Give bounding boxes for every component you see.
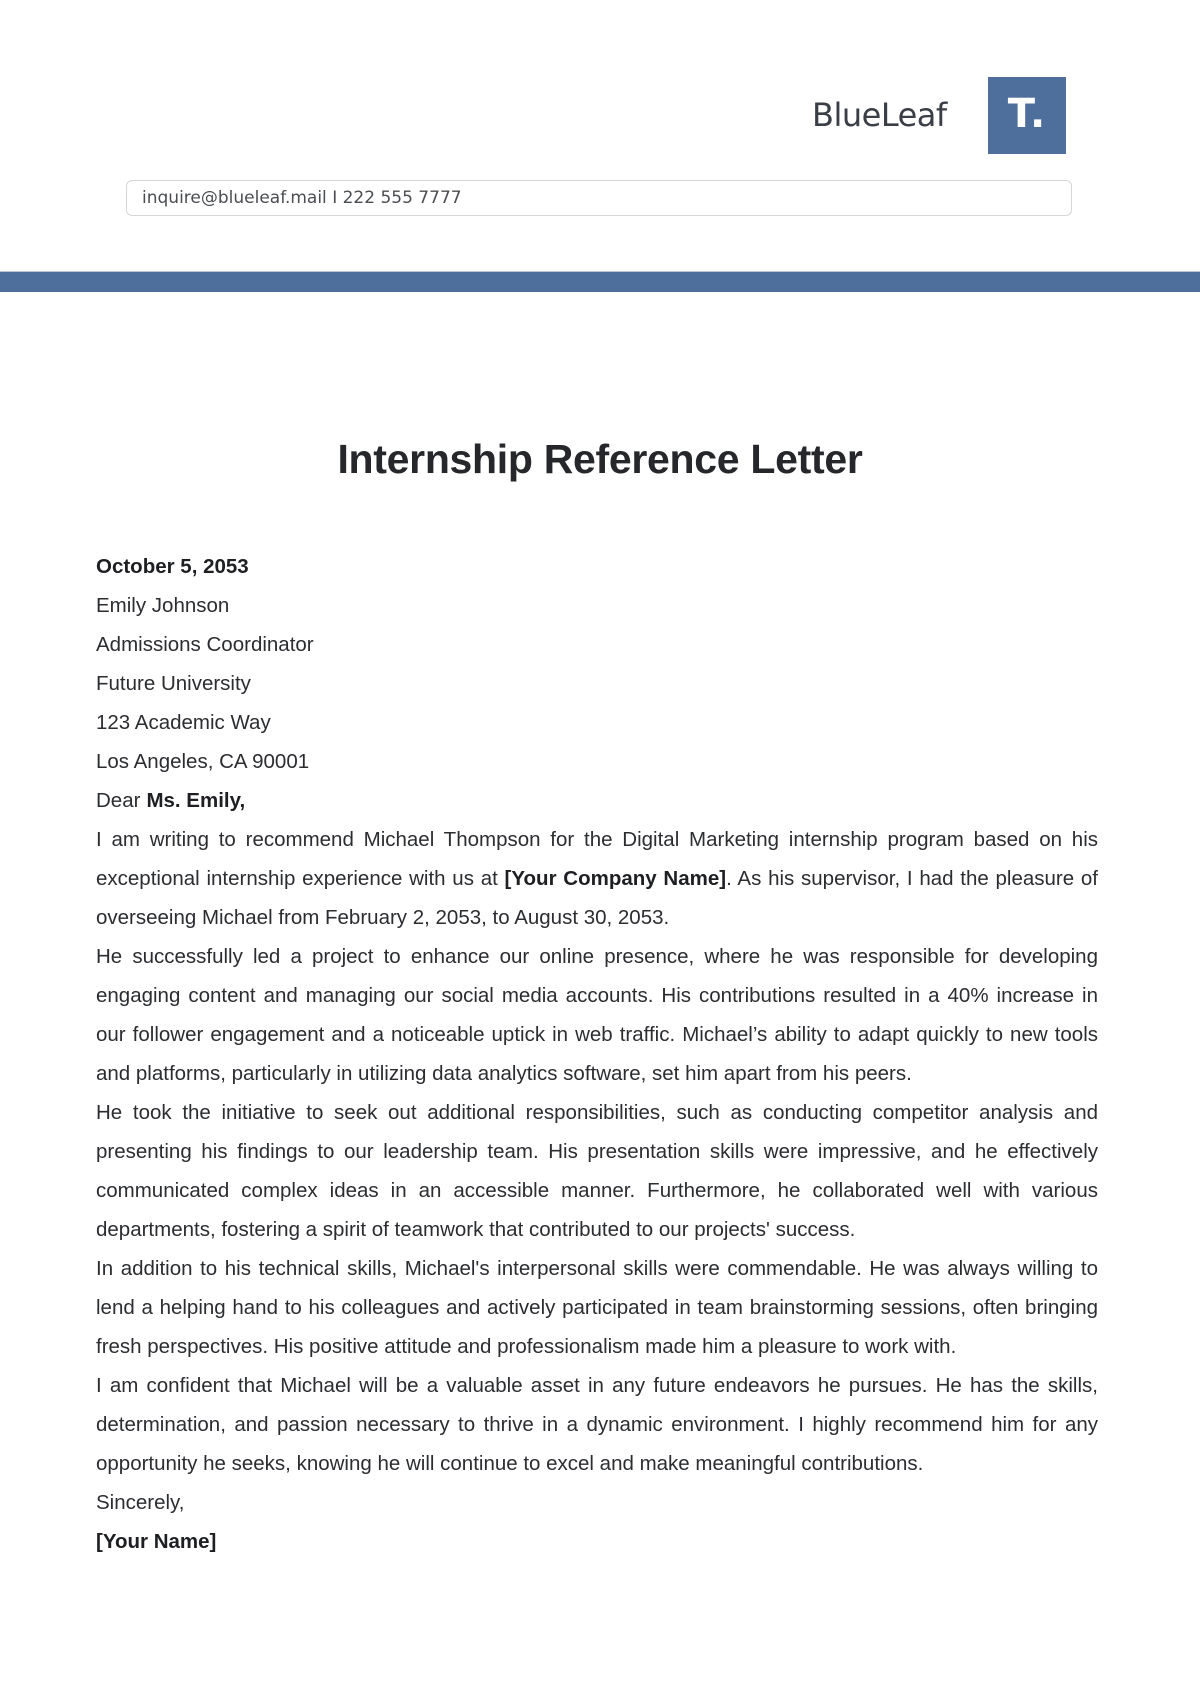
paragraph-2: He successfully led a project to enhance our online presence, where he was responsible for developing engaging content and managing our social media accounts. His contributions resulted in a 40% increase in our follower engagement and a noticeable uptick in web traffic. Michael’s ability to adapt quickly to new tools and platforms, particularly in utilizing data analytics software, set him apart from his peers. (96, 945, 1098, 1085)
recipient-title: Admissions Coordinator (96, 633, 314, 656)
recipient-organization: Future University (96, 672, 251, 695)
letter-date: October 5, 2053 (96, 555, 249, 578)
brand-name: BlueLeaf (812, 96, 947, 134)
paragraph-1-after: . As his supervisor, I had the pleasure of overseeing Michael from February 2, 2053, to August 30, 2053. (96, 867, 1098, 929)
signature-name: [Your Name] (96, 1530, 217, 1553)
logo-text: T. (1007, 90, 1047, 137)
company-name-placeholder: [Your Company Name] (504, 867, 727, 890)
page-title: Internship Reference Letter (337, 436, 863, 482)
salutation (96, 781, 1098, 820)
contact-info-box (126, 180, 1072, 216)
recipient-name: Emily Johnson (96, 594, 230, 617)
paragraph-5: I am confident that Michael will be a valuable asset in any future endeavors he pursues. He has the skills, determination, and passion necessary to thrive in a dynamic environment. I highly recommend him for any opportunity he seeks, knowing he will continue to excel and make meaningful contributions. (96, 1374, 1098, 1475)
recipient-street: 123 Academic Way (96, 711, 271, 734)
paragraph-3: He took the initiative to seek out additional responsibilities, such as conducting competitor analysis and presenting his findings to our leadership team. His presentation skills were impressive, and he effectively communicated complex ideas in an accessible manner. Furthermore, he collaborated well with various departments, fostering a spirit of teamwork that contributed to our projects' success. (96, 1101, 1098, 1241)
paragraph-1 (96, 820, 1098, 937)
paragraph-1-before: I am writing to recommend Michael Thompson for the Digital Marketing internship program based on his exceptional internship experience with us at (96, 828, 1098, 890)
header-divider-bar (0, 271, 1200, 292)
letter-body (96, 547, 1098, 1561)
closing: Sincerely, (96, 1491, 185, 1514)
salutation-greeting: Dear (96, 789, 141, 812)
logo-icon (988, 77, 1066, 154)
contact-info: inquire@blueleaf.mail I 222 555 7777 (142, 188, 462, 208)
recipient-city: Los Angeles, CA 90001 (96, 750, 310, 773)
salutation-name: Ms. Emily, (146, 789, 246, 812)
paragraph-4: In addition to his technical skills, Michael's interpersonal skills were commendable. He was always willing to lend a helping hand to his colleagues and actively participated in team brainstorming sessions, often bringing fresh perspectives. His positive attitude and professionalism made him a pleasure to work with. (96, 1257, 1098, 1358)
